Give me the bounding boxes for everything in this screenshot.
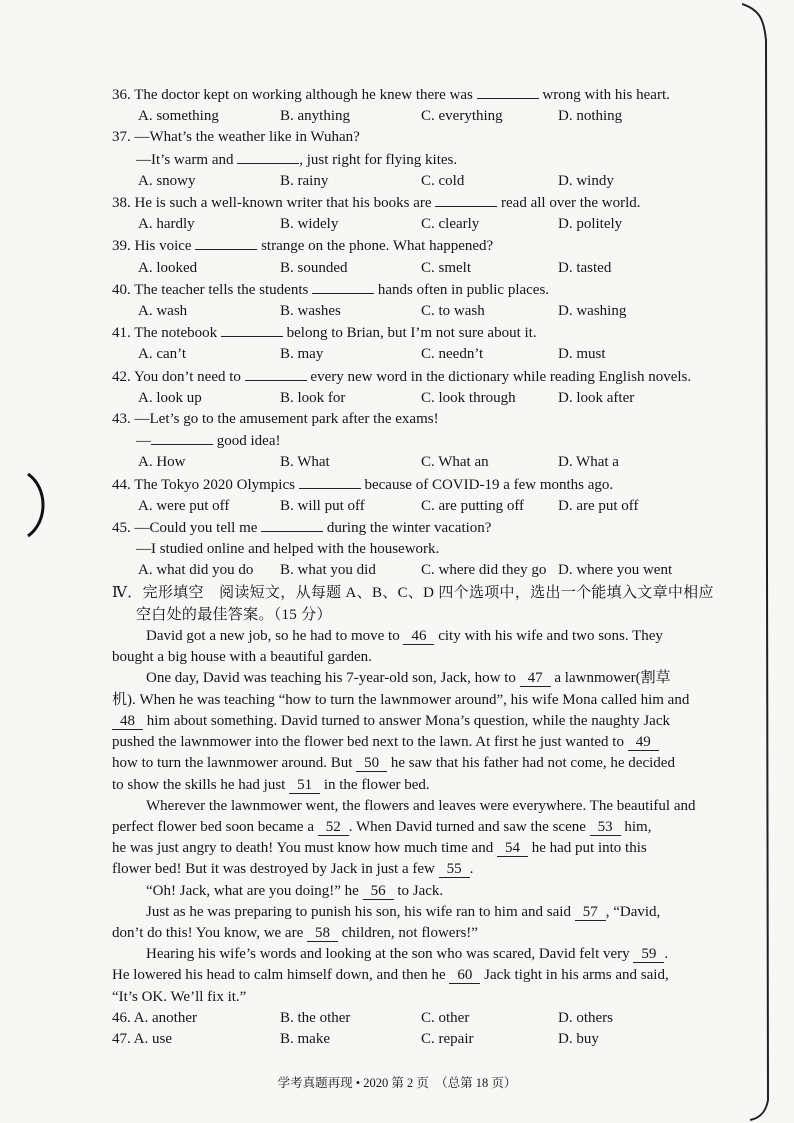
options-46: 46. A. another B. the other C. other D. others [112,1009,613,1026]
options-38: A. hardly B. widely C. clearly D. politely [138,216,623,233]
passage-line: flower bed! But it was destroyed by Jack in just a few 55 . [112,861,474,878]
passage-line: David got a new job, so he had to move to 46 city with his wife and two sons. They [146,628,663,645]
question-38: 38. He is such a well-known writer that his books are read all over the world. [112,192,737,214]
question-37-reply: —It’s warm and , just right for flying kites. [112,149,737,171]
question-42: 42. You don’t need to every new word in the dictionary while reading English novels. [112,366,737,388]
question-43: 43. —Let’s go to the amusement park after the exams! [112,411,439,428]
passage-line: One day, David was teaching his 7-year-old son, Jack, how to 47 a lawnmower(割草 [146,670,671,687]
options-45: A. what did you do B. what you did C. where did they go D. where you went [138,562,673,579]
options-44: A. were put off B. will put off C. are putting off D. are put off [138,497,639,514]
options-42: A. look up B. look for C. look through D. look after [138,389,635,406]
passage-line: “It’s OK. We’ll fix it.” [112,988,247,1005]
question-41: 41. The notebook belong to Brian, but I’m not sure about it. [112,322,737,344]
passage-line: to show the skills he had just 51 in the flower bed. [112,776,430,793]
passage-line: Wherever the lawnmower went, the flowers and leaves were everywhere. The beautiful and [146,797,696,814]
passage-line: he was just angry to death! You must know how much time and 54 he had put into this [112,840,647,857]
page-edge-line [742,0,772,1123]
page-footer: 学考真题再现 • 2020 第 2 页 （总第 18 页） [277,1076,517,1090]
passage-line: don’t do this! You know, we are 58 children, not flowers!” [112,924,478,941]
question-40: 40. The teacher tells the students hands often in public places. [112,279,737,301]
options-40: A. wash B. washes C. to wash D. washing [138,303,627,320]
passage-line: pushed the lawnmower into the flower bed next to the lawn. At first he just wanted to 49 [112,732,737,753]
options-47: 47. A. use B. make C. repair D. buy [112,1030,599,1047]
question-37: 37. —What’s the weather like in Wuhan? [112,129,360,146]
options-39: A. looked B. sounded C. smelt D. tasted [138,259,612,276]
passage-line: “Oh! Jack, what are you doing!” he 56 to Jack. [146,882,444,899]
question-36: 36. The doctor kept on working although he knew there was wrong with his heart. [112,84,737,106]
passage-line: 机). When he was teaching “how to turn the lawnmower around”, his wife Mona called him and [112,691,690,708]
question-44: 44. The Tokyo 2020 Olympics because of COVID-19 a few months ago. [112,474,737,496]
passage-line: Hearing his wife’s words and looking at the son who was scared, David felt very 59 . [146,946,669,963]
section-cloze-heading: Ⅳ．完形填空 阅读短文，从每题 A、B、C、D 四个选项中，选出一个能填入文章中相应 [112,584,714,601]
options-36: A. something B. anything C. everything D. nothing [138,108,623,125]
binding-bracket-mark [22,470,52,540]
passage-line: 48 him about something. David turned to answer Mona’s question, while the naughty Jack [112,711,737,732]
passage-line: perfect flower bed soon became a 52 . When David turned and saw the scene 53 him, [112,818,652,835]
passage-line: He lowered his head to calm himself down, and then he 60 Jack tight in his arms and said, [112,967,669,984]
options-41: A. can’t B. may C. needn’t D. must [138,346,606,363]
passage-line: how to turn the lawnmower around. But 50 he saw that his father had not come, he decided [112,755,675,772]
options-37: A. snowy B. rainy C. cold D. windy [138,172,614,189]
question-43-reply: — good idea! [112,430,737,452]
section-cloze-heading-line2: 空白处的最佳答案。（15 分） [136,606,332,623]
exam-content [112,84,737,1050]
question-45: 45. —Could you tell me during the winter vacation? [112,517,737,539]
options-43: A. How B. What C. What an D. What a [138,454,619,471]
passage-line: Just as he was preparing to punish his son, his wife ran to him and said 57 , “David, [146,903,661,920]
question-39: 39. His voice strange on the phone. What happened? [112,235,737,257]
passage-line: bought a big house with a beautiful garden. [112,649,372,666]
question-45-reply: —I studied online and helped with the housework. [136,541,440,558]
